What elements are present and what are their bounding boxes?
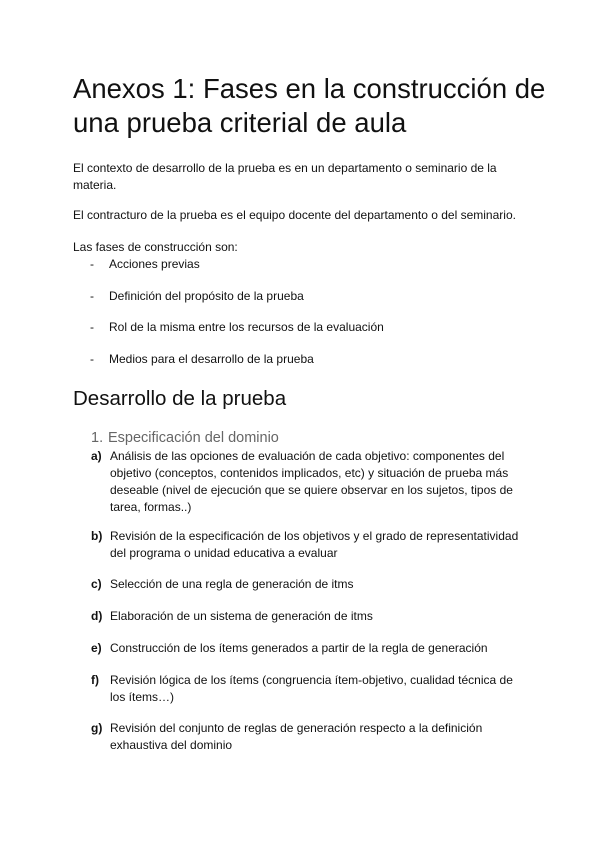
paragraph-context: El contexto de desarrollo de la prueba es en un departamento o seminario de la materia. — [73, 161, 497, 192]
step-marker: d) — [91, 609, 103, 623]
step-item — [91, 608, 531, 625]
paragraph-phases-intro: Las fases de construcción son: — [73, 240, 238, 254]
step-text: Revisión lógica de los ítems (congruencia ítem-objetivo, cualidad técnica de los ítems…) — [110, 673, 513, 704]
list-item-text: Definición del propósito de la prueba — [109, 289, 304, 303]
subsection-label: Especificación del dominio — [108, 430, 279, 446]
page-title: Anexos 1: Fases en la construcción de una prueba criterial de aula — [73, 73, 546, 138]
step-marker: a) — [91, 449, 102, 463]
step-item — [91, 672, 531, 706]
dash-marker: - — [90, 289, 94, 303]
step-marker: b) — [91, 529, 103, 543]
list-item-text: Acciones previas — [109, 257, 200, 271]
step-marker: e) — [91, 641, 102, 655]
section-heading: Desarrollo de la prueba — [73, 387, 287, 410]
step-item — [91, 528, 531, 562]
step-text: Análisis de las opciones de evaluación de cada objetivo: componentes del objetivo (conceptos, contenidos implicados, etc) y situación de prueba más deseable (nivel de ejecución que se quiere observar en los sujetos, tipos de tarea, formas..) — [110, 449, 513, 514]
list-item-text: Medios para el desarrollo de la prueba — [109, 352, 314, 366]
dash-marker: - — [90, 257, 94, 271]
step-item — [91, 448, 531, 516]
step-text: Construcción de los ítems generados a partir de la regla de generación — [110, 641, 488, 655]
step-text: Elaboración de un sistema de generación de itms — [110, 609, 373, 623]
subsection-heading — [91, 429, 279, 447]
subsection-number: 1. — [91, 430, 104, 446]
dash-marker: - — [90, 352, 94, 366]
step-text: Revisión del conjunto de reglas de generación respecto a la definición exhaustiva del dominio — [110, 721, 483, 752]
step-item — [91, 576, 531, 593]
step-item — [91, 720, 531, 754]
step-text: Selección de una regla de generación de itms — [110, 577, 354, 591]
step-text: Revisión de la especificación de los objetivos y el grado de representatividad del programa o unidad educativa a evaluar — [110, 529, 519, 560]
step-marker: c) — [91, 577, 102, 591]
step-marker: g) — [91, 721, 103, 735]
list-item-text: Rol de la misma entre los recursos de la evaluación — [109, 320, 384, 334]
dash-marker: - — [90, 320, 94, 334]
paragraph-contractor: El contracturo de la prueba es el equipo docente del departamento o del seminario. — [73, 208, 516, 222]
step-item — [91, 640, 531, 657]
step-marker: f) — [91, 673, 99, 687]
